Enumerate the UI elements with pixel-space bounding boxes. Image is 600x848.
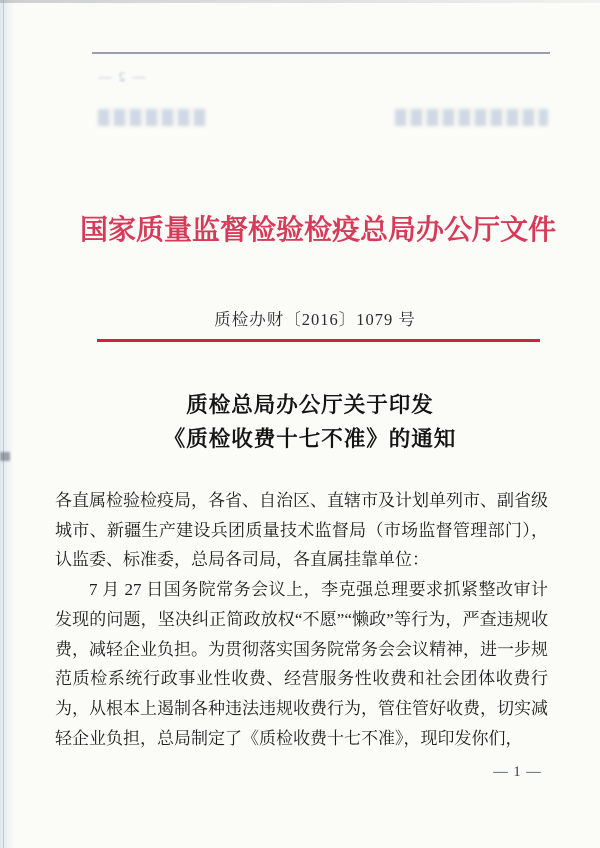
document-body <box>55 486 548 753</box>
bleedthrough-text-right <box>395 109 548 126</box>
main-paragraph: 7 月 27 日国务院常务会议上，李克强总理要求抓紧整改审计发现的问题，坚决纠正简政放权“不愿”“懒政”等行为，严查违规收费，减轻企业负担。为贯彻落实国务院常务会会议精神，进一步规范质检系统行政事业性收费、经营服务性收费和社会团体收费行为，从根本上遏制各种违法违规收费行为，管住管好收费，切实减轻企业负担，总局制定了《质检收费十七不准》，现印发你们， <box>55 580 548 748</box>
red-divider-rule <box>97 339 540 342</box>
scan-top-shadow <box>0 0 600 3</box>
header-gray-rule <box>92 52 550 54</box>
document-number: 质检办财〔2016〕1079 号 <box>214 310 416 329</box>
document-title <box>50 388 570 456</box>
scan-edge-line <box>3 0 4 848</box>
page-number: — 1 — <box>493 764 542 780</box>
document-title-line2: 《质检收费十七不准》的通知 <box>163 427 457 451</box>
issuer-banner: 国家质量监督检验检疫总局办公厅文件 <box>79 214 556 245</box>
bleedthrough-text-left <box>98 109 206 126</box>
scan-edge-mark <box>0 452 10 461</box>
document-title-line1: 质检总局办公厅关于印发 <box>186 393 434 417</box>
salutation-paragraph: 各直属检验检疫局，各省、自治区、直辖市及计划单列市、副省级城市、新疆生产建设兵团质量技术监督局（市场监督管理部门），认监委、标准委，总局各司局，各直属挂靠单位： <box>55 491 548 570</box>
bleedthrough-page-number: — 2 — <box>96 69 146 84</box>
